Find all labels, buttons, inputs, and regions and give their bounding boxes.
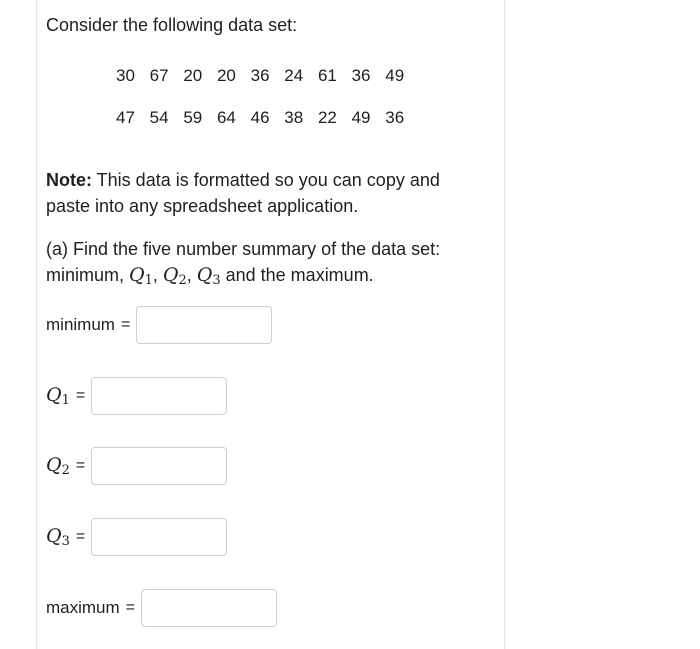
equals-sign: = (75, 457, 86, 474)
q3-input[interactable] (91, 518, 227, 556)
equals-sign: = (125, 599, 136, 616)
note-body: This data is formatted so you can copy and paste into any spreadsheet application. (46, 170, 440, 216)
data-value: 24 (284, 66, 304, 85)
part-a-prompt: (a) Find the five number summary of the data set: minimum, $Q_1$, $Q_2$, $Q_3$ and the maximum. (46, 239, 441, 288)
data-value: 22 (317, 108, 337, 127)
q2-row (46, 447, 227, 485)
part-a-end: and the maximum. (220, 265, 374, 285)
equals-sign: = (120, 316, 131, 333)
intro-text: Consider the following data set: (46, 15, 298, 35)
data-value: 47 (116, 108, 135, 127)
data-value: 36 (351, 66, 371, 85)
maximum-row (46, 589, 277, 627)
data-value: 59 (183, 108, 203, 127)
q3-label: $Q_3$ (46, 525, 70, 549)
q2-symbol: $Q_2$ (162, 264, 187, 288)
equals-sign: = (75, 528, 86, 545)
data-value: 49 (351, 108, 371, 127)
minimum-input[interactable] (136, 306, 272, 344)
data-value: 67 (149, 66, 169, 85)
data-value: 49 (385, 66, 405, 85)
data-value: 38 (284, 108, 304, 127)
data-value: 20 (216, 66, 236, 85)
data-value: 20 (183, 66, 203, 85)
data-value: 64 (216, 108, 236, 127)
data-value: 30 (116, 66, 135, 85)
data-value: 54 (149, 108, 169, 127)
equals-sign: = (75, 387, 86, 404)
q3-symbol: $Q_3$ (196, 264, 221, 288)
q1-input[interactable] (91, 377, 227, 415)
minimum-label: minimum (46, 315, 115, 334)
data-value: 36 (385, 108, 405, 127)
data-value: 36 (250, 66, 270, 85)
minimum-row (46, 306, 272, 344)
q2-input[interactable] (91, 447, 227, 485)
maximum-input[interactable] (141, 589, 277, 627)
q3-row (46, 518, 227, 556)
q1-row (46, 377, 227, 415)
data-value: 46 (250, 108, 270, 127)
note-label: Note: (46, 170, 92, 190)
maximum-label: maximum (46, 598, 120, 617)
data-row-1 (116, 65, 414, 87)
note-text (46, 167, 486, 219)
data-row-2 (116, 107, 414, 129)
q1-label: $Q_1$ (46, 384, 70, 408)
data-value: 61 (317, 66, 337, 85)
q1-symbol: $Q_1$ (129, 264, 153, 288)
q2-label: $Q_2$ (46, 454, 70, 478)
part-a-text: (a) Find the five number summary of the data set: minimum, (46, 239, 441, 285)
